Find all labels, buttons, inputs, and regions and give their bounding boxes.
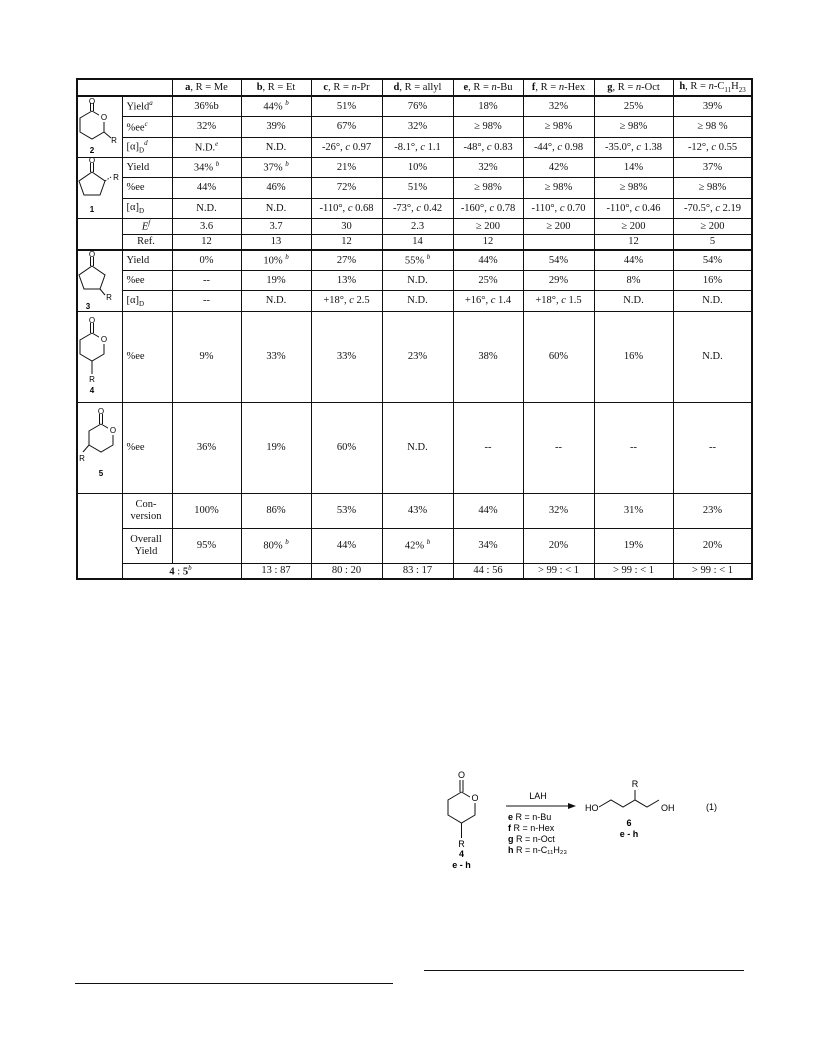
col-header-f: f, R = n-Hex xyxy=(523,79,594,96)
cell-g: > 99 : < 1 xyxy=(673,563,752,579)
row-label: Ref. xyxy=(122,234,172,250)
cell-c: 53% xyxy=(311,493,382,528)
cell-h: -- xyxy=(673,402,752,493)
cell-e: ≥ 200 xyxy=(453,219,523,235)
col-header-c: c, R = n-Pr xyxy=(311,79,382,96)
cell-e: 25% xyxy=(453,270,523,290)
cell-d: 55% $^b$ xyxy=(382,250,453,271)
substituent-e: e R = n-Bu xyxy=(508,812,552,822)
svg-text:4: 4 xyxy=(89,385,95,395)
svg-text:R: R xyxy=(106,292,112,302)
row-label: $[\alpha]_D$ xyxy=(122,198,172,218)
cell-b: 44% $^b$ xyxy=(241,96,311,117)
cell-a: 9% xyxy=(172,311,241,402)
cell-b: 80 : 20 xyxy=(311,563,382,579)
cell-d: 51% xyxy=(382,178,453,198)
cell-f: 29% xyxy=(523,270,594,290)
product-number: 6 xyxy=(626,818,632,828)
cell-c: 51% xyxy=(311,96,382,117)
row-conversion xyxy=(77,493,752,528)
cell-a: 13 : 87 xyxy=(241,563,311,579)
svg-text:O: O xyxy=(88,250,96,259)
cell-h: ≥ 200 xyxy=(673,219,752,235)
col-header-d: d, R = allyl xyxy=(382,79,453,96)
product-range: e - h xyxy=(619,829,639,839)
cell-c: 44% xyxy=(311,528,382,563)
cell-c: 30 xyxy=(311,219,382,235)
cell-a: 36% xyxy=(172,402,241,493)
cell-g: N.D. xyxy=(594,291,673,311)
svg-text:R: R xyxy=(89,374,95,384)
cell-c: -110°, c 0.68 xyxy=(311,198,382,218)
cell-h: 37% xyxy=(673,158,752,178)
cell-c: 33% xyxy=(311,311,382,402)
cell-a: 32% xyxy=(172,117,241,137)
cell-b: 46% xyxy=(241,178,311,198)
cell-c: 13% xyxy=(311,270,382,290)
row-c3-ee xyxy=(77,270,752,290)
cell-e: 44% xyxy=(453,493,523,528)
cell-e: ≥ 98% xyxy=(453,117,523,137)
cell-b: 86% xyxy=(241,493,311,528)
cell-e: ≥ 98% xyxy=(453,178,523,198)
cell-g: 8% xyxy=(594,270,673,290)
results-table xyxy=(76,78,753,580)
cell-d: N.D. xyxy=(382,402,453,493)
cell-c: 12 xyxy=(311,234,382,250)
cell-h: N.D. xyxy=(673,291,752,311)
header-row xyxy=(77,79,752,96)
row-label: Yield xyxy=(122,250,172,271)
cell-c: 83 : 17 xyxy=(382,563,453,579)
cell-c: 21% xyxy=(311,158,382,178)
reactant-ring-o: O xyxy=(471,793,479,803)
cell-g: ≥ 98% xyxy=(594,178,673,198)
row-label: Overall Yield xyxy=(122,528,172,563)
cell-h: 20% xyxy=(673,528,752,563)
cell-f: 32% xyxy=(523,96,594,117)
cell-d: 43% xyxy=(382,493,453,528)
blank-structure-cell xyxy=(77,219,122,250)
row-ratio xyxy=(77,563,752,579)
cell-c: 72% xyxy=(311,178,382,198)
row-c1-yield xyxy=(77,158,752,178)
svg-text:3: 3 xyxy=(85,301,91,311)
row-c1-ee xyxy=(77,178,752,198)
cell-f: +18°, c 1.5 xyxy=(523,291,594,311)
svg-text:R: R xyxy=(111,136,117,145)
row-label: %ee xyxy=(122,402,172,493)
row-label: $[\alpha]_D^d$ xyxy=(122,137,172,157)
row-c4-ee xyxy=(77,311,752,402)
svg-text:2: 2 xyxy=(89,146,95,155)
reactant-structure-4 xyxy=(448,780,475,838)
row-E xyxy=(77,219,752,235)
row-label: Con- version xyxy=(122,493,172,528)
cell-f: 32% xyxy=(523,493,594,528)
cell-b: N.D. xyxy=(241,137,311,157)
reactant-number: 4 xyxy=(458,849,465,859)
cell-d: 76% xyxy=(382,96,453,117)
col-header-b: b, R = Et xyxy=(241,79,311,96)
cell-g: -110°, c 0.46 xyxy=(594,198,673,218)
cell-g: -- xyxy=(594,402,673,493)
cell-a: 100% xyxy=(172,493,241,528)
cell-f: 42% xyxy=(523,158,594,178)
cell-d: -8.1°, c 1.1 xyxy=(382,137,453,157)
svg-text:R: R xyxy=(79,453,85,463)
cell-d: N.D. xyxy=(382,270,453,290)
column-rule-right xyxy=(424,970,744,971)
svg-text:5: 5 xyxy=(98,468,104,478)
col-header-g: g, R = n-Oct xyxy=(594,79,673,96)
cell-a: 95% xyxy=(172,528,241,563)
substituent-h: h R = n-C₁₁H₂₃ xyxy=(508,845,568,855)
cell-a: -- xyxy=(172,291,241,311)
cell-d: 42% $^b$ xyxy=(382,528,453,563)
compound-1-structure xyxy=(77,158,122,219)
cell-h: 5 xyxy=(673,234,752,250)
reagent-label: LAH xyxy=(529,791,547,801)
cell-d: 2.3 xyxy=(382,219,453,235)
cell-h: -12°, c 0.55 xyxy=(673,137,752,157)
compound-4-structure xyxy=(77,311,122,402)
cell-b: N.D. xyxy=(241,291,311,311)
cell-d: 32% xyxy=(382,117,453,137)
cell-c: +18°, c 2.5 xyxy=(311,291,382,311)
cell-d: -73°, c 0.42 xyxy=(382,198,453,218)
cell-g: ≥ 98% xyxy=(594,117,673,137)
cell-e: -160°, c 0.78 xyxy=(453,198,523,218)
cell-b: 10% $^b$ xyxy=(241,250,311,271)
svg-text:O: O xyxy=(109,425,117,435)
product-structure-6 xyxy=(599,790,659,807)
cell-f: -44°, c 0.98 xyxy=(523,137,594,157)
svg-text:O: O xyxy=(88,158,96,165)
cell-b: 37% $^b$ xyxy=(241,158,311,178)
row-label: Yield$^a$ xyxy=(122,96,172,117)
substituent-f: f R = n-Hex xyxy=(508,823,555,833)
cell-c: 67% xyxy=(311,117,382,137)
cell-g: -35.0°, c 1.38 xyxy=(594,137,673,157)
row-ref xyxy=(77,234,752,250)
cell-a: 3.6 xyxy=(172,219,241,235)
row-c3-alpha xyxy=(77,291,752,311)
cell-f: ≥ 98% xyxy=(523,178,594,198)
substituent-list xyxy=(508,812,567,855)
cell-a: N.D.$^e$ xyxy=(172,137,241,157)
cell-f: -- xyxy=(523,402,594,493)
cell-c: -26°, c 0.97 xyxy=(311,137,382,157)
cell-h: 16% xyxy=(673,270,752,290)
cell-f: -110°, c 0.70 xyxy=(523,198,594,218)
cell-a: 12 xyxy=(172,234,241,250)
cell-b: 33% xyxy=(241,311,311,402)
cell-b: 3.7 xyxy=(241,219,311,235)
cell-e: 38% xyxy=(453,311,523,402)
cell-c: 60% xyxy=(311,402,382,493)
cell-g: 12 xyxy=(594,234,673,250)
cell-b: 80% $^b$ xyxy=(241,528,311,563)
reactant-r: R xyxy=(458,839,465,849)
svg-text:O: O xyxy=(100,113,108,122)
cell-f xyxy=(523,234,594,250)
col-header-a: a, R = Me xyxy=(172,79,241,96)
cell-g: 16% xyxy=(594,311,673,402)
cell-f: 54% xyxy=(523,250,594,271)
row-label: %ee xyxy=(122,270,172,290)
blank-structure-cell xyxy=(77,493,122,579)
row-label: $E^f$ xyxy=(122,219,172,235)
cell-e: 34% xyxy=(453,528,523,563)
cell-h: N.D. xyxy=(673,311,752,402)
cell-h: 23% xyxy=(673,493,752,528)
reaction-scheme xyxy=(430,768,750,878)
reactant-range: e - h xyxy=(452,860,471,870)
compound-5-structure xyxy=(77,402,122,493)
row-c2-alpha xyxy=(77,137,752,157)
cell-f: ≥ 98% xyxy=(523,117,594,137)
cell-h: 54% xyxy=(673,250,752,271)
cell-f: > 99 : < 1 xyxy=(594,563,673,579)
compound-3-structure xyxy=(77,250,122,312)
svg-text:O: O xyxy=(100,334,108,344)
cell-a: -- xyxy=(172,270,241,290)
cell-a: N.D. xyxy=(172,198,241,218)
cell-e: 18% xyxy=(453,96,523,117)
cell-h: 39% xyxy=(673,96,752,117)
row-label: $\%ee^c$ xyxy=(122,117,172,137)
product-oh: OH xyxy=(661,803,675,813)
cell-a: 36%b xyxy=(172,96,241,117)
cell-e: 12 xyxy=(453,234,523,250)
product-r: R xyxy=(631,779,639,789)
cell-a: 44% xyxy=(172,178,241,198)
cell-c: 27% xyxy=(311,250,382,271)
cell-b: 39% xyxy=(241,117,311,137)
equation-number: (1) xyxy=(706,802,717,812)
column-rule-left xyxy=(75,983,393,984)
cell-d: N.D. xyxy=(382,291,453,311)
cell-e: 32% xyxy=(453,158,523,178)
cell-e: 44% xyxy=(453,250,523,271)
cell-h: -70.5°, c 2.19 xyxy=(673,198,752,218)
svg-text:O: O xyxy=(88,97,96,106)
cell-e: -48°, c 0.83 xyxy=(453,137,523,157)
cell-a: 0% xyxy=(172,250,241,271)
cell-b: 19% xyxy=(241,270,311,290)
row-c2-ee xyxy=(77,117,752,137)
cell-d: 10% xyxy=(382,158,453,178)
compound-2-structure xyxy=(77,96,122,158)
cell-b: N.D. xyxy=(241,198,311,218)
row-c1-alpha xyxy=(77,198,752,218)
row-c2-yield xyxy=(77,96,752,117)
row-c3-yield xyxy=(77,250,752,271)
cell-e: > 99 : < 1 xyxy=(523,563,594,579)
cell-e: -- xyxy=(453,402,523,493)
row-label: 4 : 5$^b$ xyxy=(122,563,241,579)
reaction-arrow xyxy=(506,803,576,809)
cell-f: ≥ 200 xyxy=(523,219,594,235)
cell-d: 23% xyxy=(382,311,453,402)
cell-g: ≥ 200 xyxy=(594,219,673,235)
svg-text:1: 1 xyxy=(89,205,95,214)
row-overall-yield xyxy=(77,528,752,563)
cell-d: 44 : 56 xyxy=(453,563,523,579)
reactant-carbonyl-o: O xyxy=(457,770,466,780)
svg-text:O: O xyxy=(97,406,105,416)
cell-g: 25% xyxy=(594,96,673,117)
product-ho: HO xyxy=(585,803,599,813)
cell-d: 14 xyxy=(382,234,453,250)
cell-g: 31% xyxy=(594,493,673,528)
cell-a: 34% $^b$ xyxy=(172,158,241,178)
header-corner xyxy=(77,79,172,96)
cell-f: 20% xyxy=(523,528,594,563)
row-label: %ee xyxy=(122,178,172,198)
cell-g: 14% xyxy=(594,158,673,178)
row-c5-ee xyxy=(77,402,752,493)
svg-text:O: O xyxy=(88,315,96,325)
cell-h: ≥ 98% xyxy=(673,178,752,198)
substituent-g: g R = n-Oct xyxy=(508,834,555,844)
row-label: %ee xyxy=(122,311,172,402)
row-label: Yield xyxy=(122,158,172,178)
cell-g: 44% xyxy=(594,250,673,271)
row-label: $[\alpha]_D$ xyxy=(122,291,172,311)
cell-g: 19% xyxy=(594,528,673,563)
col-header-e: e, R = n-Bu xyxy=(453,79,523,96)
col-header-h: h, $R = n-C_{11}H_{23}$ xyxy=(673,79,752,96)
cell-b: 13 xyxy=(241,234,311,250)
cell-e: +16°, c 1.4 xyxy=(453,291,523,311)
cell-h: ≥ 98 % xyxy=(673,117,752,137)
svg-text:R: R xyxy=(113,173,119,182)
cell-f: 60% xyxy=(523,311,594,402)
cell-b: 19% xyxy=(241,402,311,493)
